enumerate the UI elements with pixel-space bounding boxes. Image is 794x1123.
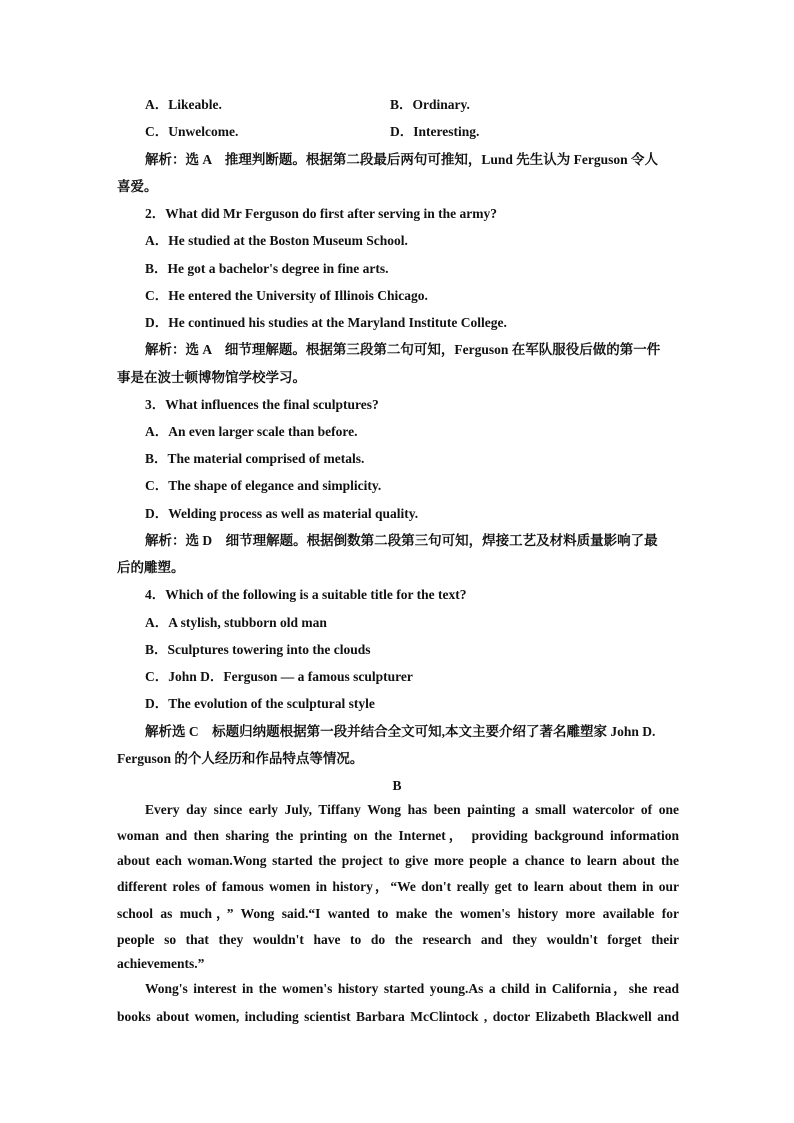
passage-b-p1-line: achievements.” <box>117 956 205 971</box>
q2-analysis-line1: 解析：选 A 细节理解题。根据第三段第二句可知，Ferguson 在军队服役后做的第一件 <box>145 342 661 357</box>
q3-question: 3．What influences the final sculptures? <box>145 397 379 412</box>
q4-option-d: D．The evolution of the sculptural style <box>145 696 375 711</box>
q2-option-a: A．He studied at the Boston Museum School. <box>145 233 408 248</box>
q1-option-a: A．Likeable. <box>145 97 222 112</box>
q2-option-d: D．He continued his studies at the Maryland Institute College. <box>145 315 507 330</box>
passage-b-p1-line: different roles of famous women in history，“We don't really get to learn about them in our <box>117 879 679 894</box>
section-b-heading: B <box>392 778 402 793</box>
q1-option-c: C．Unwelcome. <box>145 124 239 139</box>
q4-option-c: C．John D．Ferguson — a famous sculpturer <box>145 669 413 684</box>
passage-b-p1-line: Every day since early July, Tiffany Wong has been painting a small watercolor of one <box>145 802 679 817</box>
passage-b-p2-line: books about women, including scientist Barbara McClintock , doctor Elizabeth Blackwell and <box>117 1009 679 1024</box>
q2-option-b: B．He got a bachelor's degree in fine arts. <box>145 261 389 276</box>
passage-b-p1-line: about each woman.Wong started the project to give more people a chance to learn about the <box>117 853 679 868</box>
passage-b-p1-line: people so that they wouldn't have to do the research and they wouldn't forget their <box>117 932 679 947</box>
passage-b-p1-line: woman and then sharing the printing on the Internet， providing background information <box>117 828 679 843</box>
q3-analysis-line1: 解析：选 D 细节理解题。根据倒数第二段第三句可知，焊接工艺及材料质量影响了最 <box>145 533 658 548</box>
q2-analysis-line2: 事是在波士顿博物馆学校学习。 <box>117 370 306 385</box>
q4-analysis-line2: Ferguson 的个人经历和作品特点等情况。 <box>117 751 364 766</box>
q3-option-b: B．The material comprised of metals. <box>145 451 365 466</box>
q3-option-a: A．An even larger scale than before. <box>145 424 358 439</box>
q3-analysis-line2: 后的雕塑。 <box>117 560 185 575</box>
q4-option-a: A．A stylish, stubborn old man <box>145 615 327 630</box>
q1-option-b: B．Ordinary. <box>390 97 470 112</box>
q1-analysis-line2: 喜爱。 <box>117 179 158 194</box>
q2-option-c: C．He entered the University of Illinois Chicago. <box>145 288 428 303</box>
q4-option-b: B．Sculptures towering into the clouds <box>145 642 371 657</box>
q3-option-d: D．Welding process as well as material quality. <box>145 506 419 521</box>
passage-b-p2-line: Wong's interest in the women's history started young.As a child in California，she read <box>145 981 679 996</box>
q2-question: 2．What did Mr Ferguson do first after serving in the army? <box>145 206 497 221</box>
q1-option-d: D．Interesting. <box>390 124 480 139</box>
q4-analysis-line1: 解析选 C 标题归纳题根据第一段并结合全文可知,本文主要介绍了著名雕塑家 John D. <box>145 724 656 739</box>
passage-b-p1-line: school as much，” Wong said.“I wanted to make the women's history more available for <box>117 906 679 921</box>
q4-question: 4．Which of the following is a suitable title for the text? <box>145 587 467 602</box>
q1-analysis-line1: 解析：选 A 推理判断题。根据第二段最后两句可推知，Lund 先生认为 Ferguson 令人 <box>145 152 659 167</box>
q3-option-c: C．The shape of elegance and simplicity. <box>145 478 382 493</box>
